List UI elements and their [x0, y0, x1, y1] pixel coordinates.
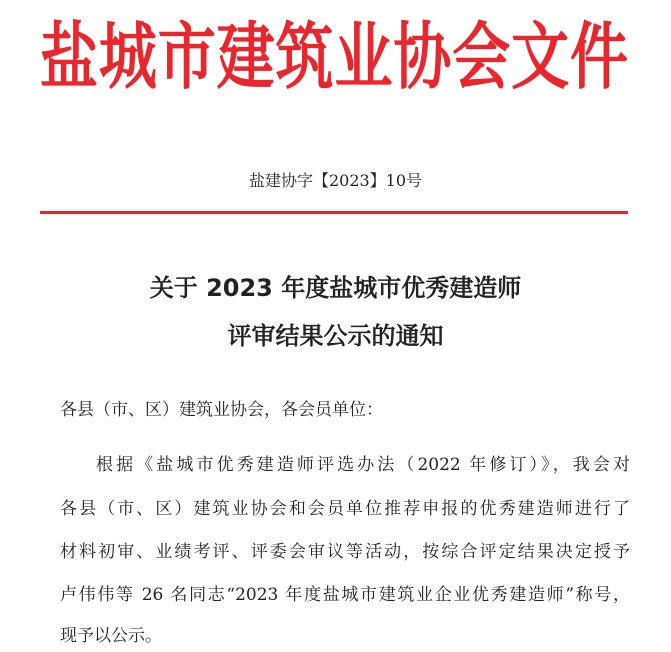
document-header-title: 盐城市建筑业协会文件 [40, 14, 628, 100]
body-line: 根据《盐城市优秀建造师评选办法（2022 年修订）》，我会对 [96, 455, 630, 475]
body-line: 材料初审、业绩考评、评委会审议等活动，按综合评定结果决定授予 [60, 542, 630, 562]
notice-title-line-1: 关于 2023 年度盐城市优秀建造师 [149, 274, 522, 302]
document-number: 盐建协字【2023】10号 [248, 171, 423, 190]
salutation: 各县（市、区）建筑业协会，各会员单位： [60, 400, 383, 420]
body-line: 各县（市、区）建筑业协会和会员单位推荐申报的优秀建造师进行了 [60, 499, 630, 519]
body-line: 卢伟伟等 26 名同志“2023 年度盐城市建筑业企业优秀建造师”称号， [60, 585, 630, 605]
red-divider [40, 211, 628, 214]
notice-title-line-2: 评审结果公示的通知 [227, 322, 444, 350]
body-line: 现予以公示。 [60, 626, 162, 646]
